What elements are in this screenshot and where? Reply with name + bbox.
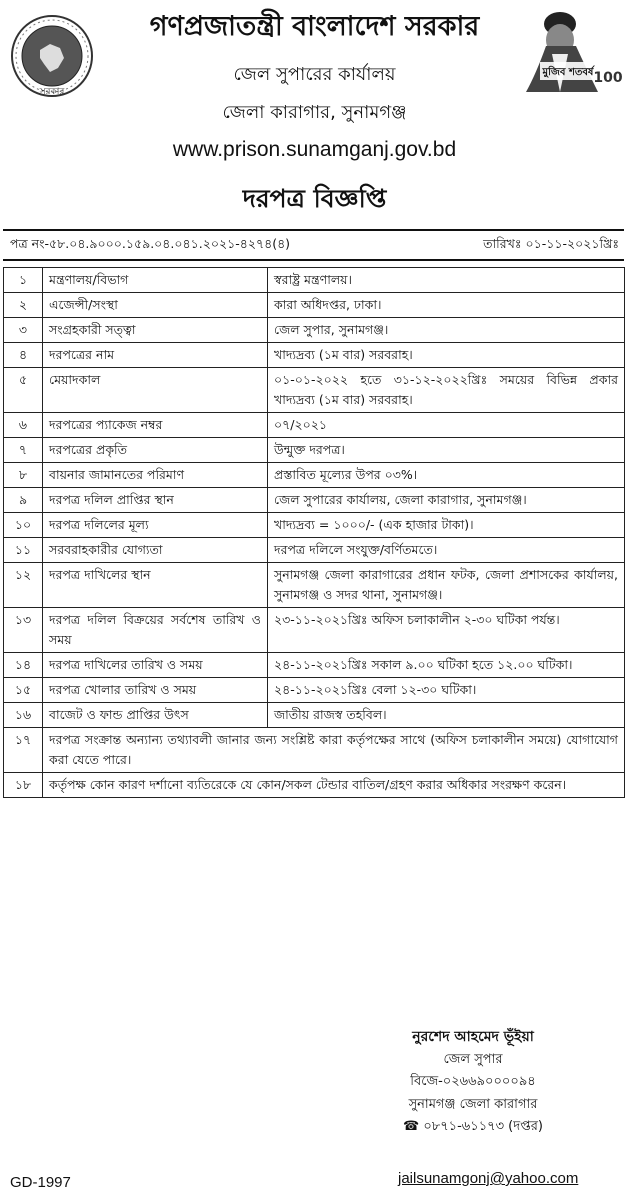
table-row (4, 463, 625, 488)
row-serial: ১২ (4, 563, 43, 608)
row-label: দরপত্র দাখিলের তারিখ ও সময় (43, 653, 268, 678)
signatory-phone-line (348, 1116, 598, 1139)
row-label: দরপত্র দলিল প্রাপ্তির স্থান (43, 488, 268, 513)
tender-table (3, 267, 625, 798)
row-serial: ১৫ (4, 678, 43, 703)
table-row (4, 653, 625, 678)
row-serial: ২ (4, 293, 43, 318)
row-value: ২৪-১১-২০২১খ্রিঃ সকাল ৯.০০ ঘটিকা হতে ১২.০০ ঘটিকা। (268, 653, 625, 678)
row-serial: ১৭ (4, 728, 43, 773)
row-value: ২৪-১১-২০২১খ্রিঃ বেলা ১২-৩০ ঘটিকা। (268, 678, 625, 703)
memo-number: পত্র নং-৫৮.০৪.৯০০০.১৫৯.০৪.০৪১.২০২১-৪২৭৪(৪) (10, 236, 291, 251)
table-row (4, 438, 625, 463)
row-value: উন্মুক্ত দরপত্র। (268, 438, 625, 463)
government-title: গণপ্রজাতন্ত্রী বাংলাদেশ সরকার (149, 11, 480, 42)
row-value: ২৩-১১-২০২১খ্রিঃ অফিস চলাকালীন ২-৩০ ঘটিকা পর্যন্ত। (268, 608, 625, 653)
row-serial: ১৩ (4, 608, 43, 653)
website-url[interactable]: www.prison.sunamganj.gov.bd (172, 138, 457, 161)
signatory-name: নুরশেদ আহমেদ ভূঁইয়া (412, 1029, 534, 1045)
row-label: বাজেট ও ফান্ড প্রাপ্তির উৎস (43, 703, 268, 728)
row-serial: ১৪ (4, 653, 43, 678)
table-row (4, 773, 625, 798)
row-label: মেয়াদকাল (43, 368, 268, 413)
divider-top (3, 229, 624, 231)
row-serial: ৬ (4, 413, 43, 438)
table-row (4, 563, 625, 608)
emblem-text: মুজিব শতবর্ষ (542, 67, 594, 78)
row-serial: ৯ (4, 488, 43, 513)
prison-name: জেলা কারাগার, সুনামগঞ্জ (222, 102, 407, 123)
row-value: ০১-০১-২০২২ হতে ৩১-১২-২০২২খ্রিঃ সময়ের বিভিন্ন প্রকার খাদ্যদ্রব্য (১ম বার) সরবরাহ। (268, 368, 625, 413)
divider-bottom (3, 259, 624, 261)
office-name: জেল সুপারের কার্যালয় (233, 64, 396, 85)
row-value: স্বরাষ্ট্র মন্ত্রণালয়। (268, 268, 625, 293)
gd-code: GD-1997 (10, 1174, 71, 1191)
row-value: খাদ্যদ্রব্য (১ম বার) সরবরাহ। (268, 343, 625, 368)
row-serial: ১ (4, 268, 43, 293)
row-serial: ৮ (4, 463, 43, 488)
notice-title: দরপত্র বিজ্ঞপ্তি (242, 184, 387, 213)
row-serial: ৭ (4, 438, 43, 463)
row-serial: ৩ (4, 318, 43, 343)
table-row (4, 343, 625, 368)
row-serial: ১৬ (4, 703, 43, 728)
signatory-email[interactable]: jailsunamgonj@yahoo.com (398, 1170, 579, 1187)
row-label: দরপত্র খোলার তারিখ ও সময় (43, 678, 268, 703)
signatory-phone: ০৮৭১-৬১১৭৩ (দপ্তর) (423, 1119, 543, 1134)
row-value: দরপত্র দলিলে সংযুক্ত/বর্ণিতমতে। (268, 538, 625, 563)
row-label: দরপত্র দাখিলের স্থান (43, 563, 268, 608)
table-row (4, 413, 625, 438)
table-row (4, 608, 625, 653)
row-label: এজেন্সী/সংস্থা (43, 293, 268, 318)
row-label: দরপত্র দলিল বিক্রয়ের সর্বশেষ তারিখ ও সময় (43, 608, 268, 653)
row-text: দরপত্র সংক্রান্ত অন্যান্য তথ্যাবলী জানার জন্য সংশ্লিষ্ট কারা কর্তৃপক্ষের সাথে (অফিস চলাকালীন সময়ে) যোগাযোগ করা যেতে পারে। (43, 728, 625, 773)
row-value: জেল সুপারের কার্যালয়, জেলা কারাগার, সুনামগঞ্জ। (268, 488, 625, 513)
row-label: সংগ্রহকারী সত্ত্বা (43, 318, 268, 343)
table-row (4, 368, 625, 413)
row-serial: ১০ (4, 513, 43, 538)
row-value: প্রস্তাবিত মূল্যের উপর ০৩%। (268, 463, 625, 488)
phone-icon: ☎ (403, 1119, 420, 1134)
table-row (4, 538, 625, 563)
signatory-id: বিজে-০২৬৬৯০০০০৯৪ (410, 1074, 536, 1089)
row-value: জাতীয় রাজস্ব তহবিল। (268, 703, 625, 728)
row-serial: ৫ (4, 368, 43, 413)
signature-block (348, 1026, 598, 1139)
row-value: সুনামগঞ্জ জেলা কারাগারের প্রধান ফটক, জেলা প্রশাসকের কার্যালয়, সুনামগঞ্জ ও সদর থানা, সুনামগঞ্জ। (268, 563, 625, 608)
row-value: কারা অধিদপ্তর, ঢাকা। (268, 293, 625, 318)
row-label: বায়নার জামানতের পরিমাণ (43, 463, 268, 488)
signatory-office: সুনামগঞ্জ জেলা কারাগার (408, 1096, 538, 1112)
table-row (4, 703, 625, 728)
row-label: দরপত্রের প্যাকেজ নম্বর (43, 413, 268, 438)
row-label: দরপত্র দলিলের মূল্য (43, 513, 268, 538)
signatory-title: জেল সুপার (443, 1051, 503, 1067)
memo-date: তারিখঃ ০১-১১-২০২১খ্রিঃ (483, 236, 619, 251)
emblem-number: 100 (593, 70, 622, 86)
table-row (4, 728, 625, 773)
row-label: দরপত্রের প্রকৃতি (43, 438, 268, 463)
row-label: মন্ত্রণালয়/বিভাগ (43, 268, 268, 293)
table-row (4, 513, 625, 538)
logo-text: সরকার (39, 87, 65, 97)
row-value: জেল সুপার, সুনামগঞ্জ। (268, 318, 625, 343)
row-serial: ১১ (4, 538, 43, 563)
table-row (4, 678, 625, 703)
row-text: কর্তৃপক্ষ কোন কারণ দর্শানো ব্যতিরেকে যে কোন/সকল টেন্ডার বাতিল/গ্রহণ করার অধিকার সংরক্ষণ করেন। (43, 773, 625, 798)
table-row (4, 318, 625, 343)
row-serial: ১৮ (4, 773, 43, 798)
row-value: খাদ্যদ্রব্য = ১০০০/- (এক হাজার টাকা)। (268, 513, 625, 538)
table-row (4, 293, 625, 318)
row-label: দরপত্রের নাম (43, 343, 268, 368)
table-row (4, 488, 625, 513)
row-value: ০৭/২০২১ (268, 413, 625, 438)
row-serial: ৪ (4, 343, 43, 368)
table-row (4, 268, 625, 293)
row-label: সরবরাহকারীর যোগ্যতা (43, 538, 268, 563)
